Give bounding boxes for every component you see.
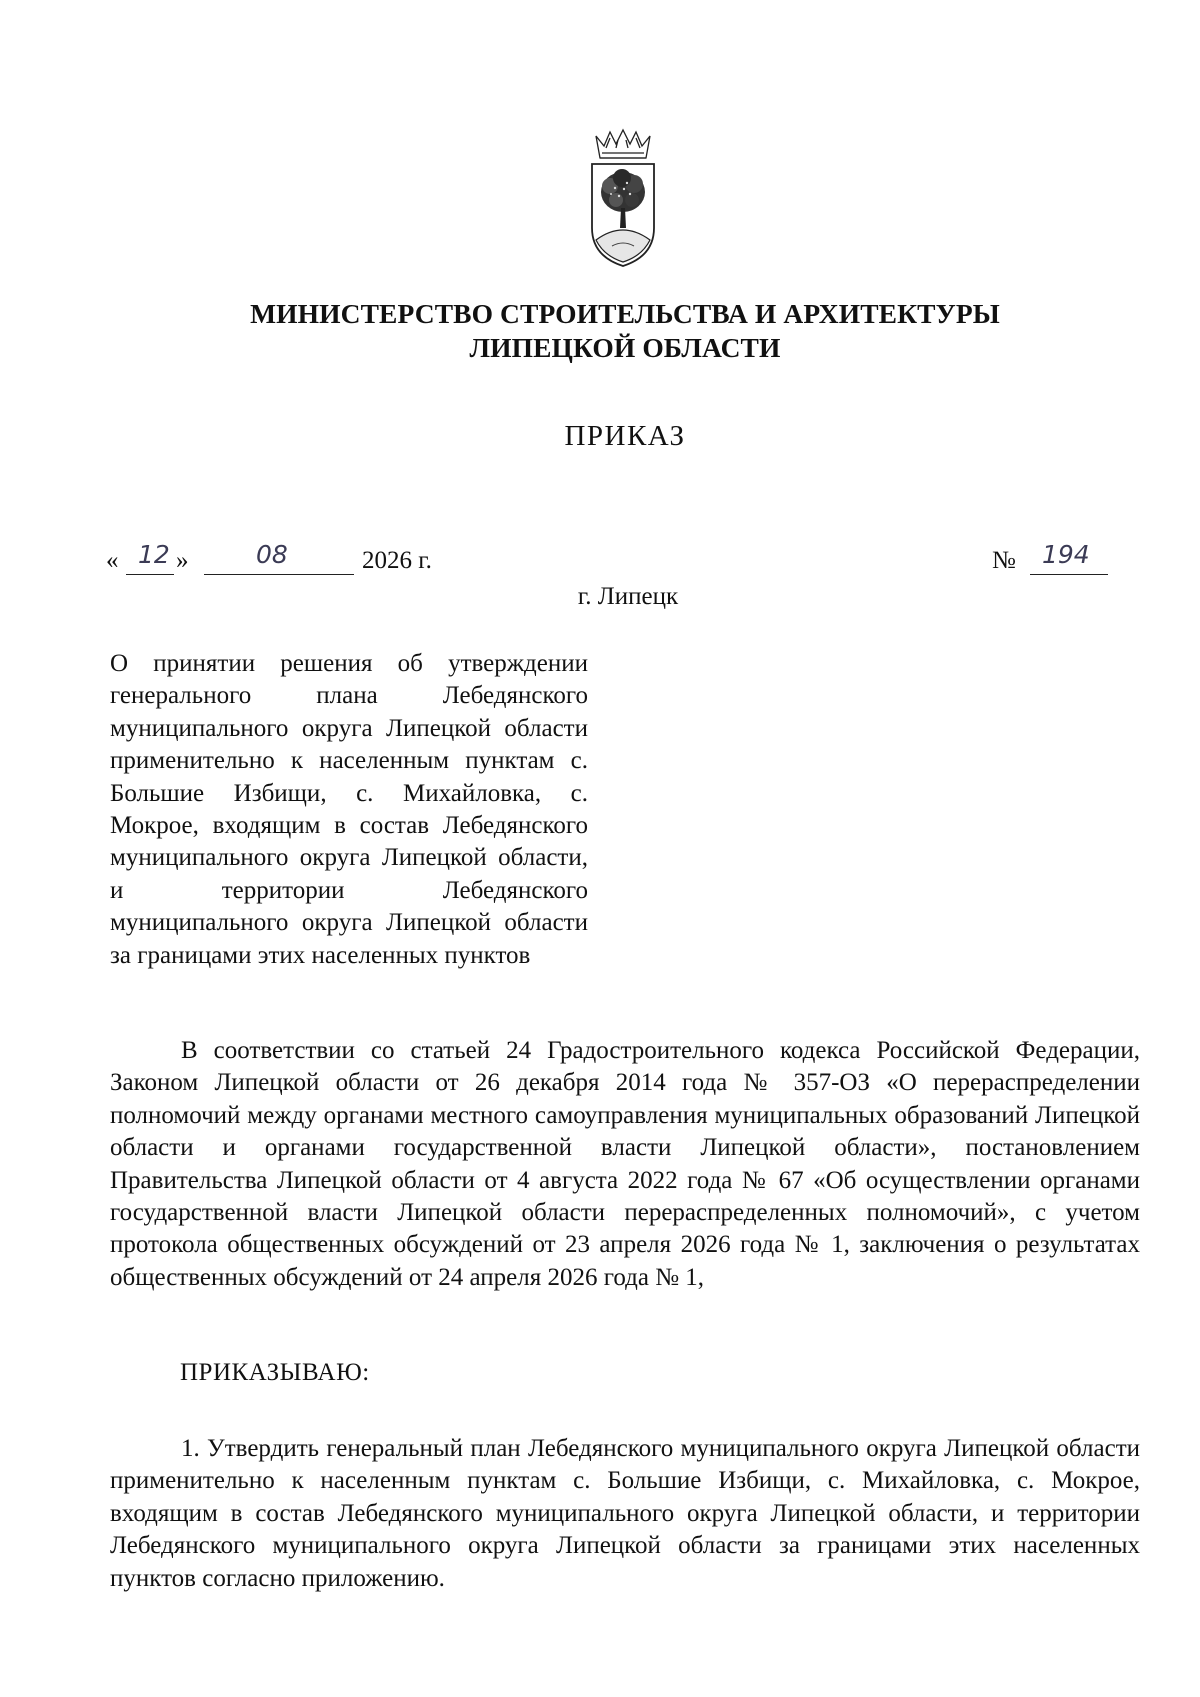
ministry-name-line-1: МИНИСТЕРСТВО СТРОИТЕЛЬСТВА И АРХИТЕКТУРЫ: [250, 298, 1000, 329]
ministry-name-line-2: ЛИПЕЦКОЙ ОБЛАСТИ: [469, 332, 781, 363]
date-day-value: 12: [138, 540, 170, 569]
order-keyword: ПРИКАЗЫВАЮ:: [180, 1359, 370, 1386]
document-type-title: ПРИКАЗ: [564, 420, 686, 452]
number-label: №: [992, 547, 1016, 574]
date-month-underline: [204, 574, 354, 575]
order-number-field: [1030, 540, 1108, 576]
order-number-value: 194: [1042, 540, 1090, 569]
date-open-quote: «: [106, 547, 119, 574]
preamble-paragraph: В соответствии со статьей 24 Градостроительного кодекса Российской Федерации, Законом Липецкой области от 26 декабря 2014 года № 357-ОЗ «О перераспределении полномочий между органами местного самоуправления муниципальных образований Липецкой области и органами государственной власти Липецкой области», постановлением Правительства Липецкой области от 4 августа 2022 года № 67 «Об осуществлении органами государственной власти Липецкой области перераспределенных полномочий», с учетом протокола общественных обсуждений от 23 апреля 2026 года № 1, заключения о результатах общественных обсуждений от 24 апреля 2026 года № 1,: [110, 1037, 1140, 1291]
order-item-1: 1. Утвердить генеральный план Лебедянского муниципального округа Липецкой области применительно к населенным пунктам с. Большие Избищи, с. Михайловка, с. Мокрое, входящим в состав Лебедянского муниципального округа Липецкой области, и территории Лебедянского муниципального округа Липецкой области за границами этих населенных пунктов согласно приложению.: [110, 1435, 1140, 1592]
date-day-field: [126, 540, 174, 576]
order-subject: О принятии решения об утверждении генерального плана Лебедянского муниципального округа Липецкой области применительно к населенным пунктам с. Большие Избищи, с. Михайловка, с. Мокрое, входящим в состав Лебедянского муниципального округа Липецкой области, и территории Лебедянского муниципального округа Липецкой области за границами этих населенных пунктов: [110, 650, 588, 969]
coat-of-arms-icon: [582, 128, 664, 273]
date-month-field: [204, 540, 354, 576]
date-day-underline: [126, 574, 174, 575]
city-name: г. Липецк: [577, 583, 679, 610]
date-month-value: 08: [256, 540, 288, 569]
date-close-quote: »: [176, 547, 189, 574]
date-year: 2026 г.: [362, 547, 432, 574]
order-number-underline: [1030, 574, 1108, 575]
